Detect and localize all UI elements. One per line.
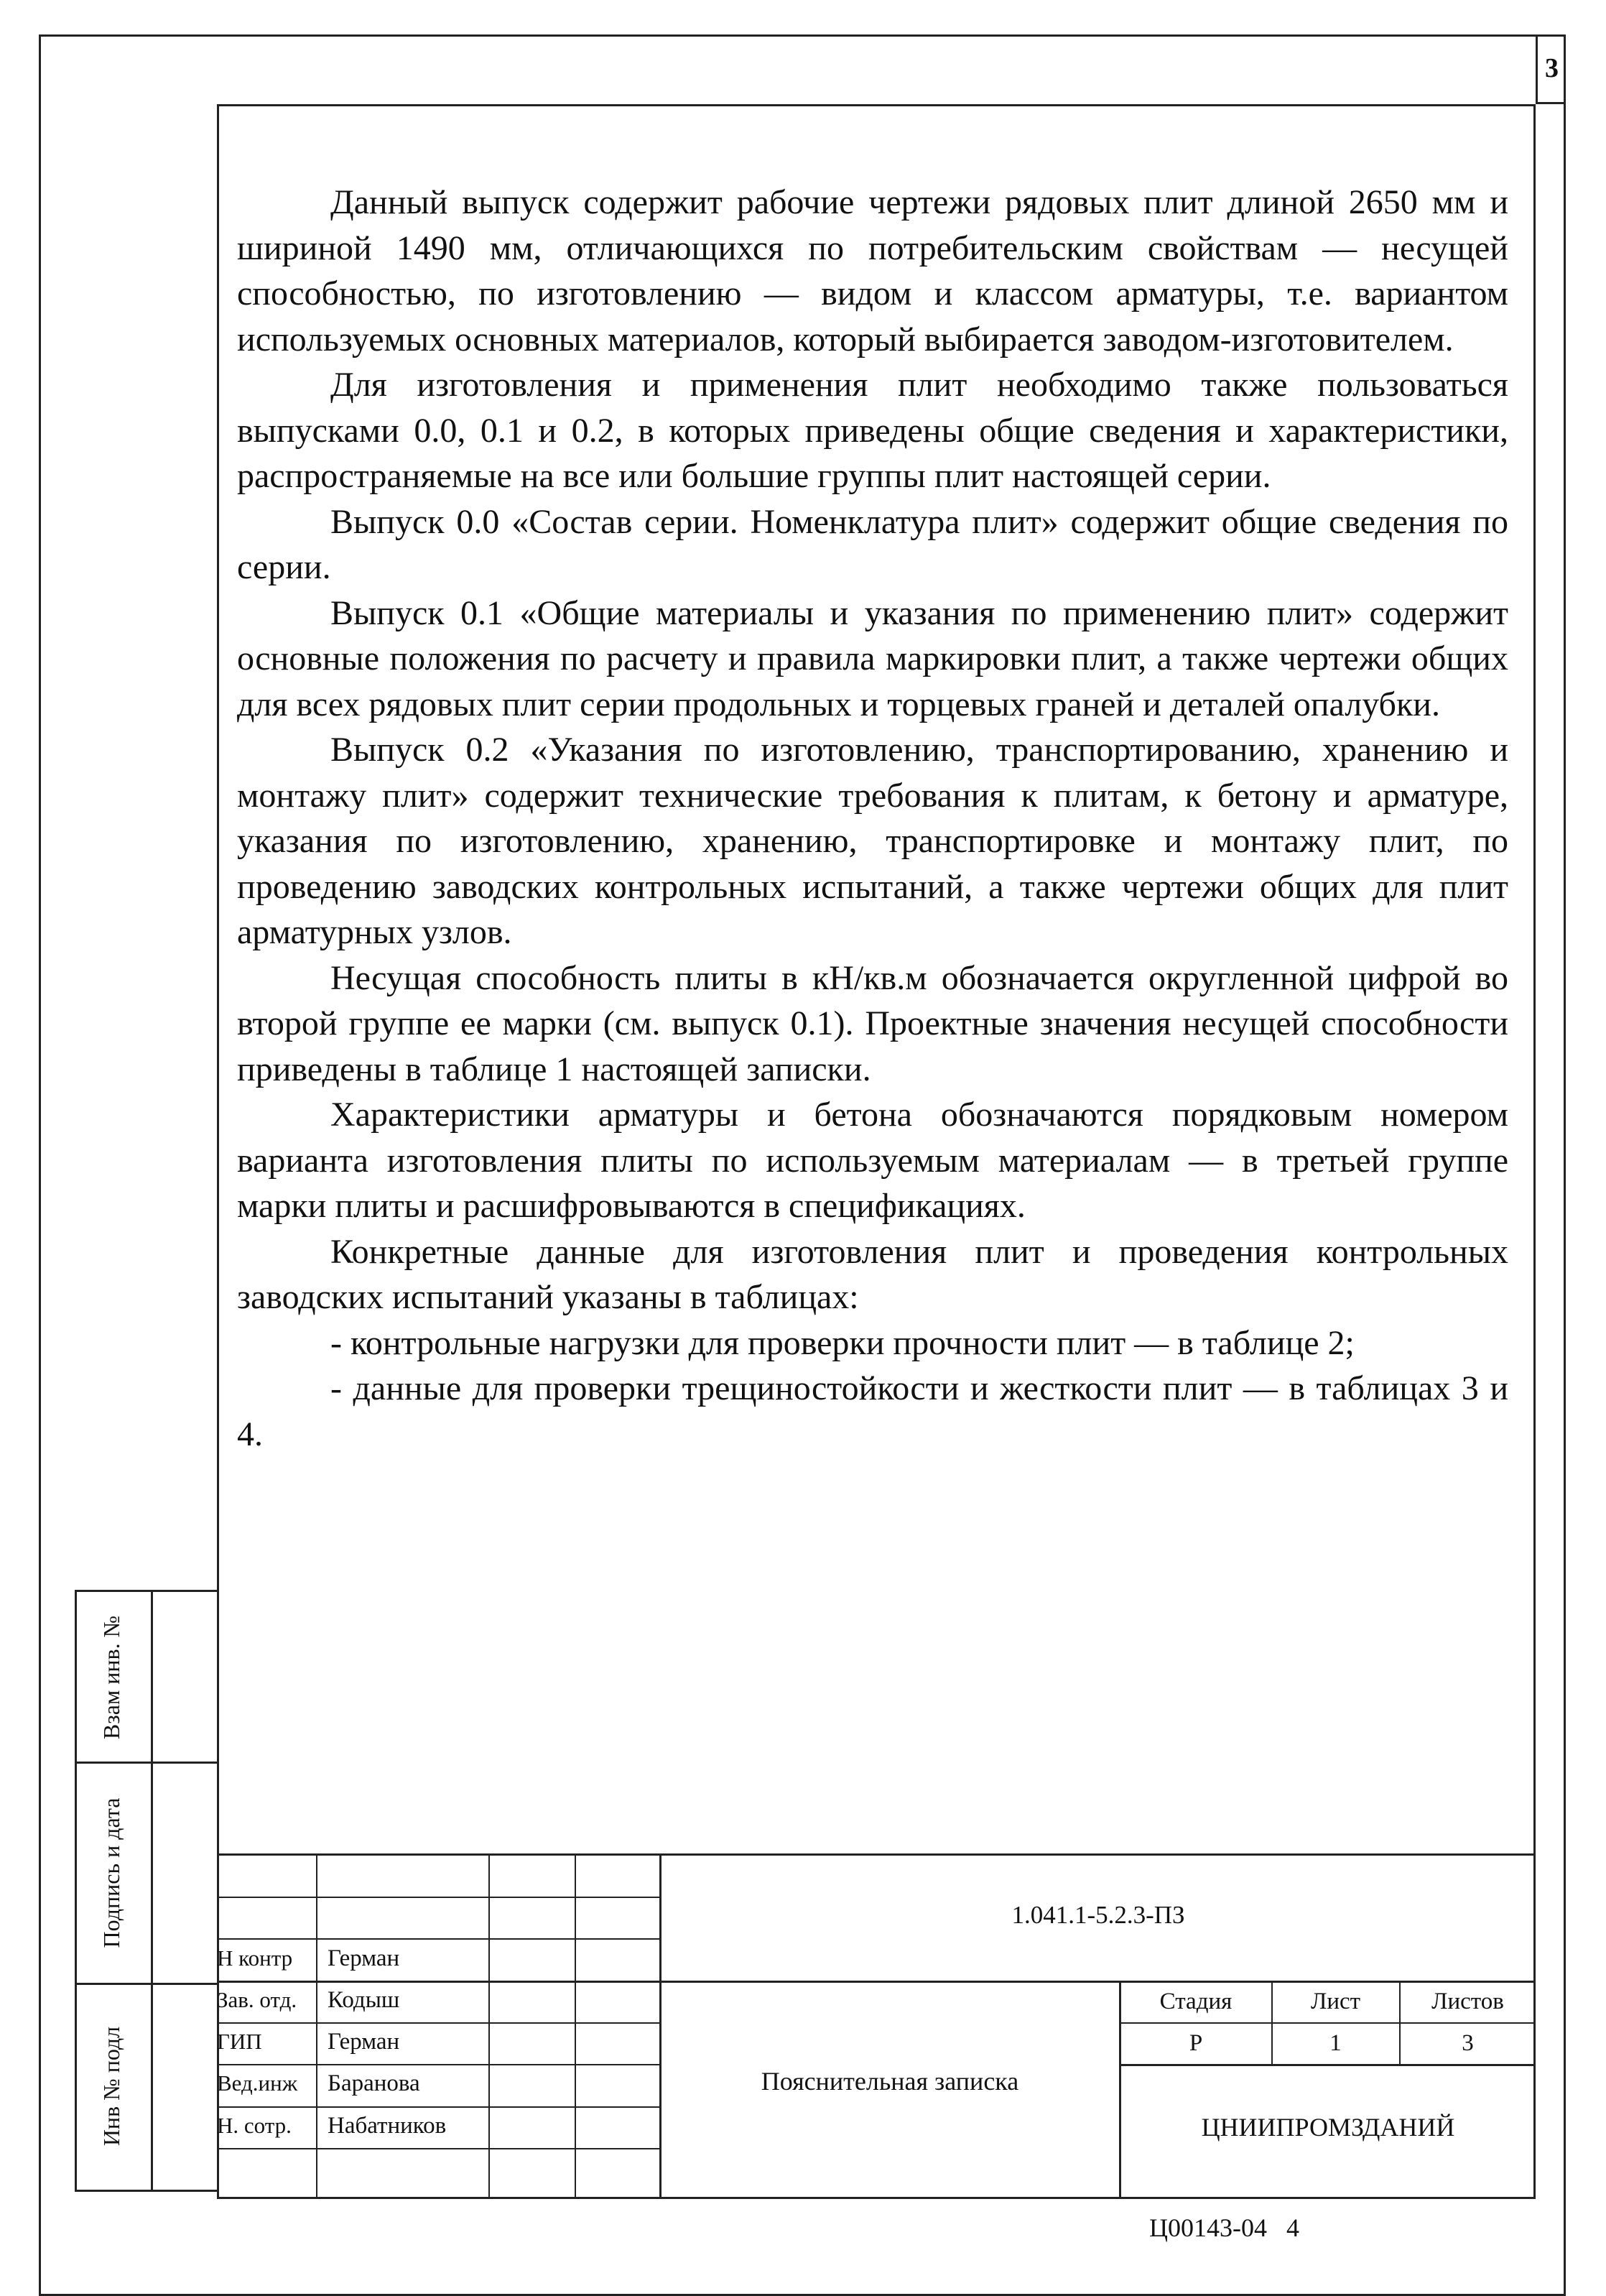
signer-role: Зав. отд. (217, 1987, 297, 2012)
signer-name: Баранова (328, 2070, 420, 2096)
paragraph: Данный выпуск содержит рабочие чертежи рядовых плит длиной 2650 мм и шириной 1490 мм, отличающихся по потребительским свойствам — несущей способностью, по изготовлению — видом и классом арматуры, т.е. вариантом используемых основных материалов, который выбирается заводом-изготовителем. (237, 183, 1508, 358)
page-number: 3 (1536, 34, 1566, 104)
signer-role: Вед.инж (217, 2070, 298, 2096)
document-name: Пояснительная записка (761, 2067, 1019, 2096)
paragraph: Несущая способность плиты в кН/кв.м обозначается округленной цифрой во второй группе ее марки (см. выпуск 0.1). Проектные значения несущей способности приведены в таблице 1 настоящей записки. (237, 958, 1508, 1088)
signer-role: Н. сотр. (217, 2113, 292, 2138)
signer-role: ГИП (217, 2029, 262, 2054)
paragraph: - контрольные нагрузки для проверки прочности плит — в таблице 2; (330, 1323, 1355, 1362)
sheet-value: 1 (1329, 2030, 1342, 2056)
label-inv: Инв № подл (98, 2026, 124, 2147)
label-podpis: Подпись и дата (98, 1797, 124, 1948)
sheets-header: Листов (1431, 1989, 1504, 2014)
body-text (237, 180, 1508, 1457)
footer-code: Ц00143-04 4 (1149, 2213, 1299, 2242)
signer-role: Н контр (217, 1945, 293, 1971)
paragraph: Выпуск 0.0 «Состав серии. Номенклатура плит» содержит общие сведения по серии. (237, 502, 1508, 586)
label-vzam: Взам инв. № (98, 1615, 124, 1740)
stage-value: Р (1189, 2030, 1203, 2056)
sheets-value: 3 (1462, 2030, 1474, 2056)
paragraph: Выпуск 0.2 «Указания по изготовлению, транспортированию, хранению и монтажу плит» содержит технические требования к плитам, к бетону и арматуре, указания по изготовлению, хранению, транспортировке и монтажу плит, по проведению заводских контрольных испытаний, а также чертежи общих для плит арматурных узлов. (237, 731, 1508, 951)
sheet-header: Лист (1310, 1989, 1361, 2014)
signer-name: Набатников (328, 2113, 447, 2139)
document-designation: 1.041.1-5.2.3-ПЗ (1011, 1901, 1185, 1929)
stage-header: Стадия (1159, 1989, 1233, 2014)
organization-name: ЦНИИПРОМЗДАНИЙ (1201, 2113, 1455, 2142)
signer-name: Герман (328, 2029, 400, 2055)
paragraph: - данные для проверки трещиностойкости и жесткости плит — в таблицах 3 и 4. (237, 1369, 1508, 1453)
paragraph: Конкретные данные для изготовления плит и проведения контрольных заводских испытаний указаны в таблицах: (237, 1232, 1508, 1316)
signer-name: Герман (328, 1945, 400, 1971)
signer-name: Кодыш (328, 1987, 400, 2013)
paragraph: Для изготовления и применения плит необходимо также пользоваться выпусками 0.0, 0.1 и 0.2, в которых приведены общие сведения и характеристики, распространяемые на все или большие группы плит настоящей серии. (237, 366, 1508, 495)
paragraph: Выпуск 0.1 «Общие материалы и указания по применению плит» содержит основные положения по расчету и правила маркировки плит, а также чертежи общих для всех рядовых плит серии продольных и торцевых граней и деталей опалубки. (237, 593, 1508, 723)
paragraph: Характеристики арматуры и бетона обозначаются порядковым номером варианта изготовления плиты по используемым материалам — в третьей группе марки плиты и расшифровываются в спецификациях. (237, 1096, 1508, 1225)
